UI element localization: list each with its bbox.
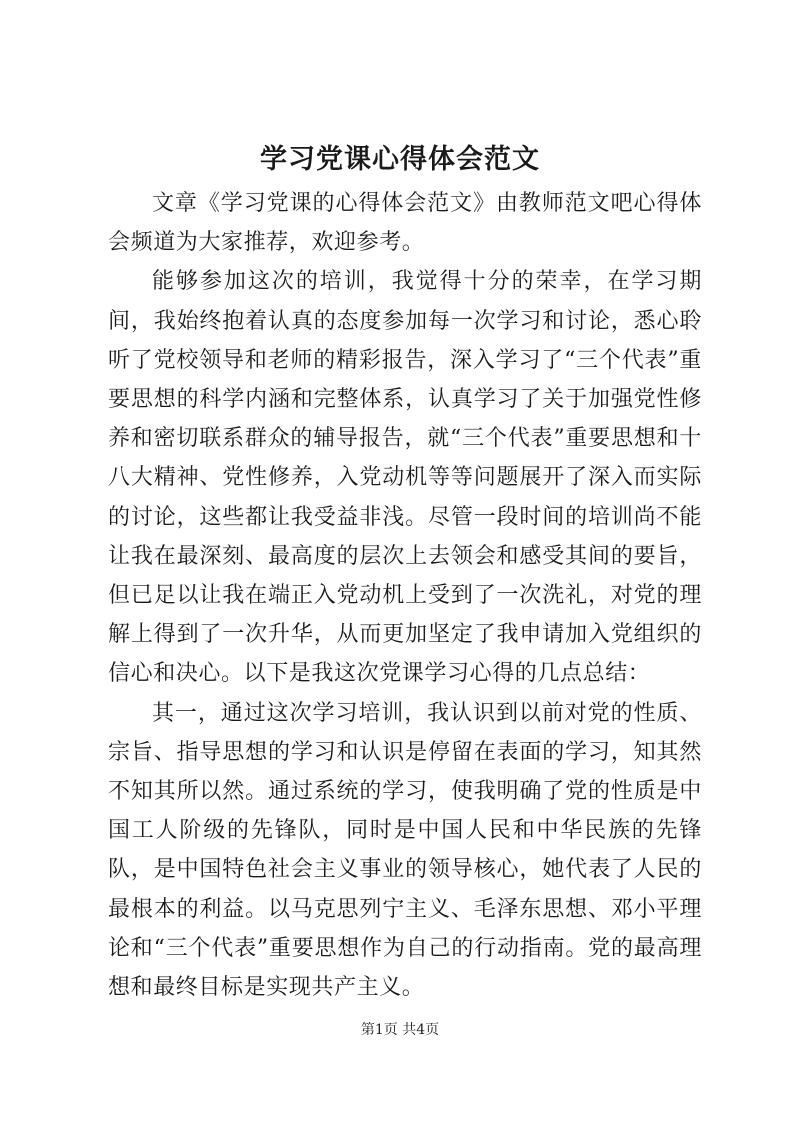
body-paragraph: 其一，通过这次学习培训，我认识到以前对党的性质、宗旨、指导思想的学习和认识是停留在表面的学习，知其然不知其所以然。通过系统的学习，使我明确了党的性质是中国工人阶级的先锋队，同时是中国人民和中华民族的先锋队，是中国特色社会主义事业的领导核心，她代表了人民的最根本的利益。以马克思列宁主义、毛泽东思想、邓小平理论和“三个代表”重要思想作为自己的行动指南。党的最高理想和最终目标是实现共产主义。	[108, 700, 702, 1001]
page-number: 第1页 共4页	[360, 1022, 440, 1038]
document-body	[108, 184, 702, 1007]
intro-paragraph: 文章《学习党课的心得体会范文》由教师范文吧心得体会频道为大家推荐，欢迎参考。	[108, 191, 702, 256]
document-title: 学习党课心得体会范文	[260, 144, 540, 175]
body-paragraph: 能够参加这次的培训，我觉得十分的荣幸，在学习期间，我始终抱着认真的态度参加每一次学习和讨论，悉心聆听了党校领导和老师的精彩报告，深入学习了“三个代表”重要思想的科学内涵和完整体系，认真学习了关于加强党性修养和密切联系群众的辅导报告，就“三个代表”重要思想和十八大精神、党性修养，入党动机等等问题展开了深入而实际的讨论，这些都让我受益非浅。尽管一段时间的培训尚不能让我在最深刻、最高度的层次上去领会和感受其间的要旨，但已足以让我在端正入党动机上受到了一次洗礼，对党的理解上得到了一次升华，从而更加坚定了我申请加入党组织的信心和决心。以下是我这次党课学习心得的几点总结：	[108, 269, 702, 687]
